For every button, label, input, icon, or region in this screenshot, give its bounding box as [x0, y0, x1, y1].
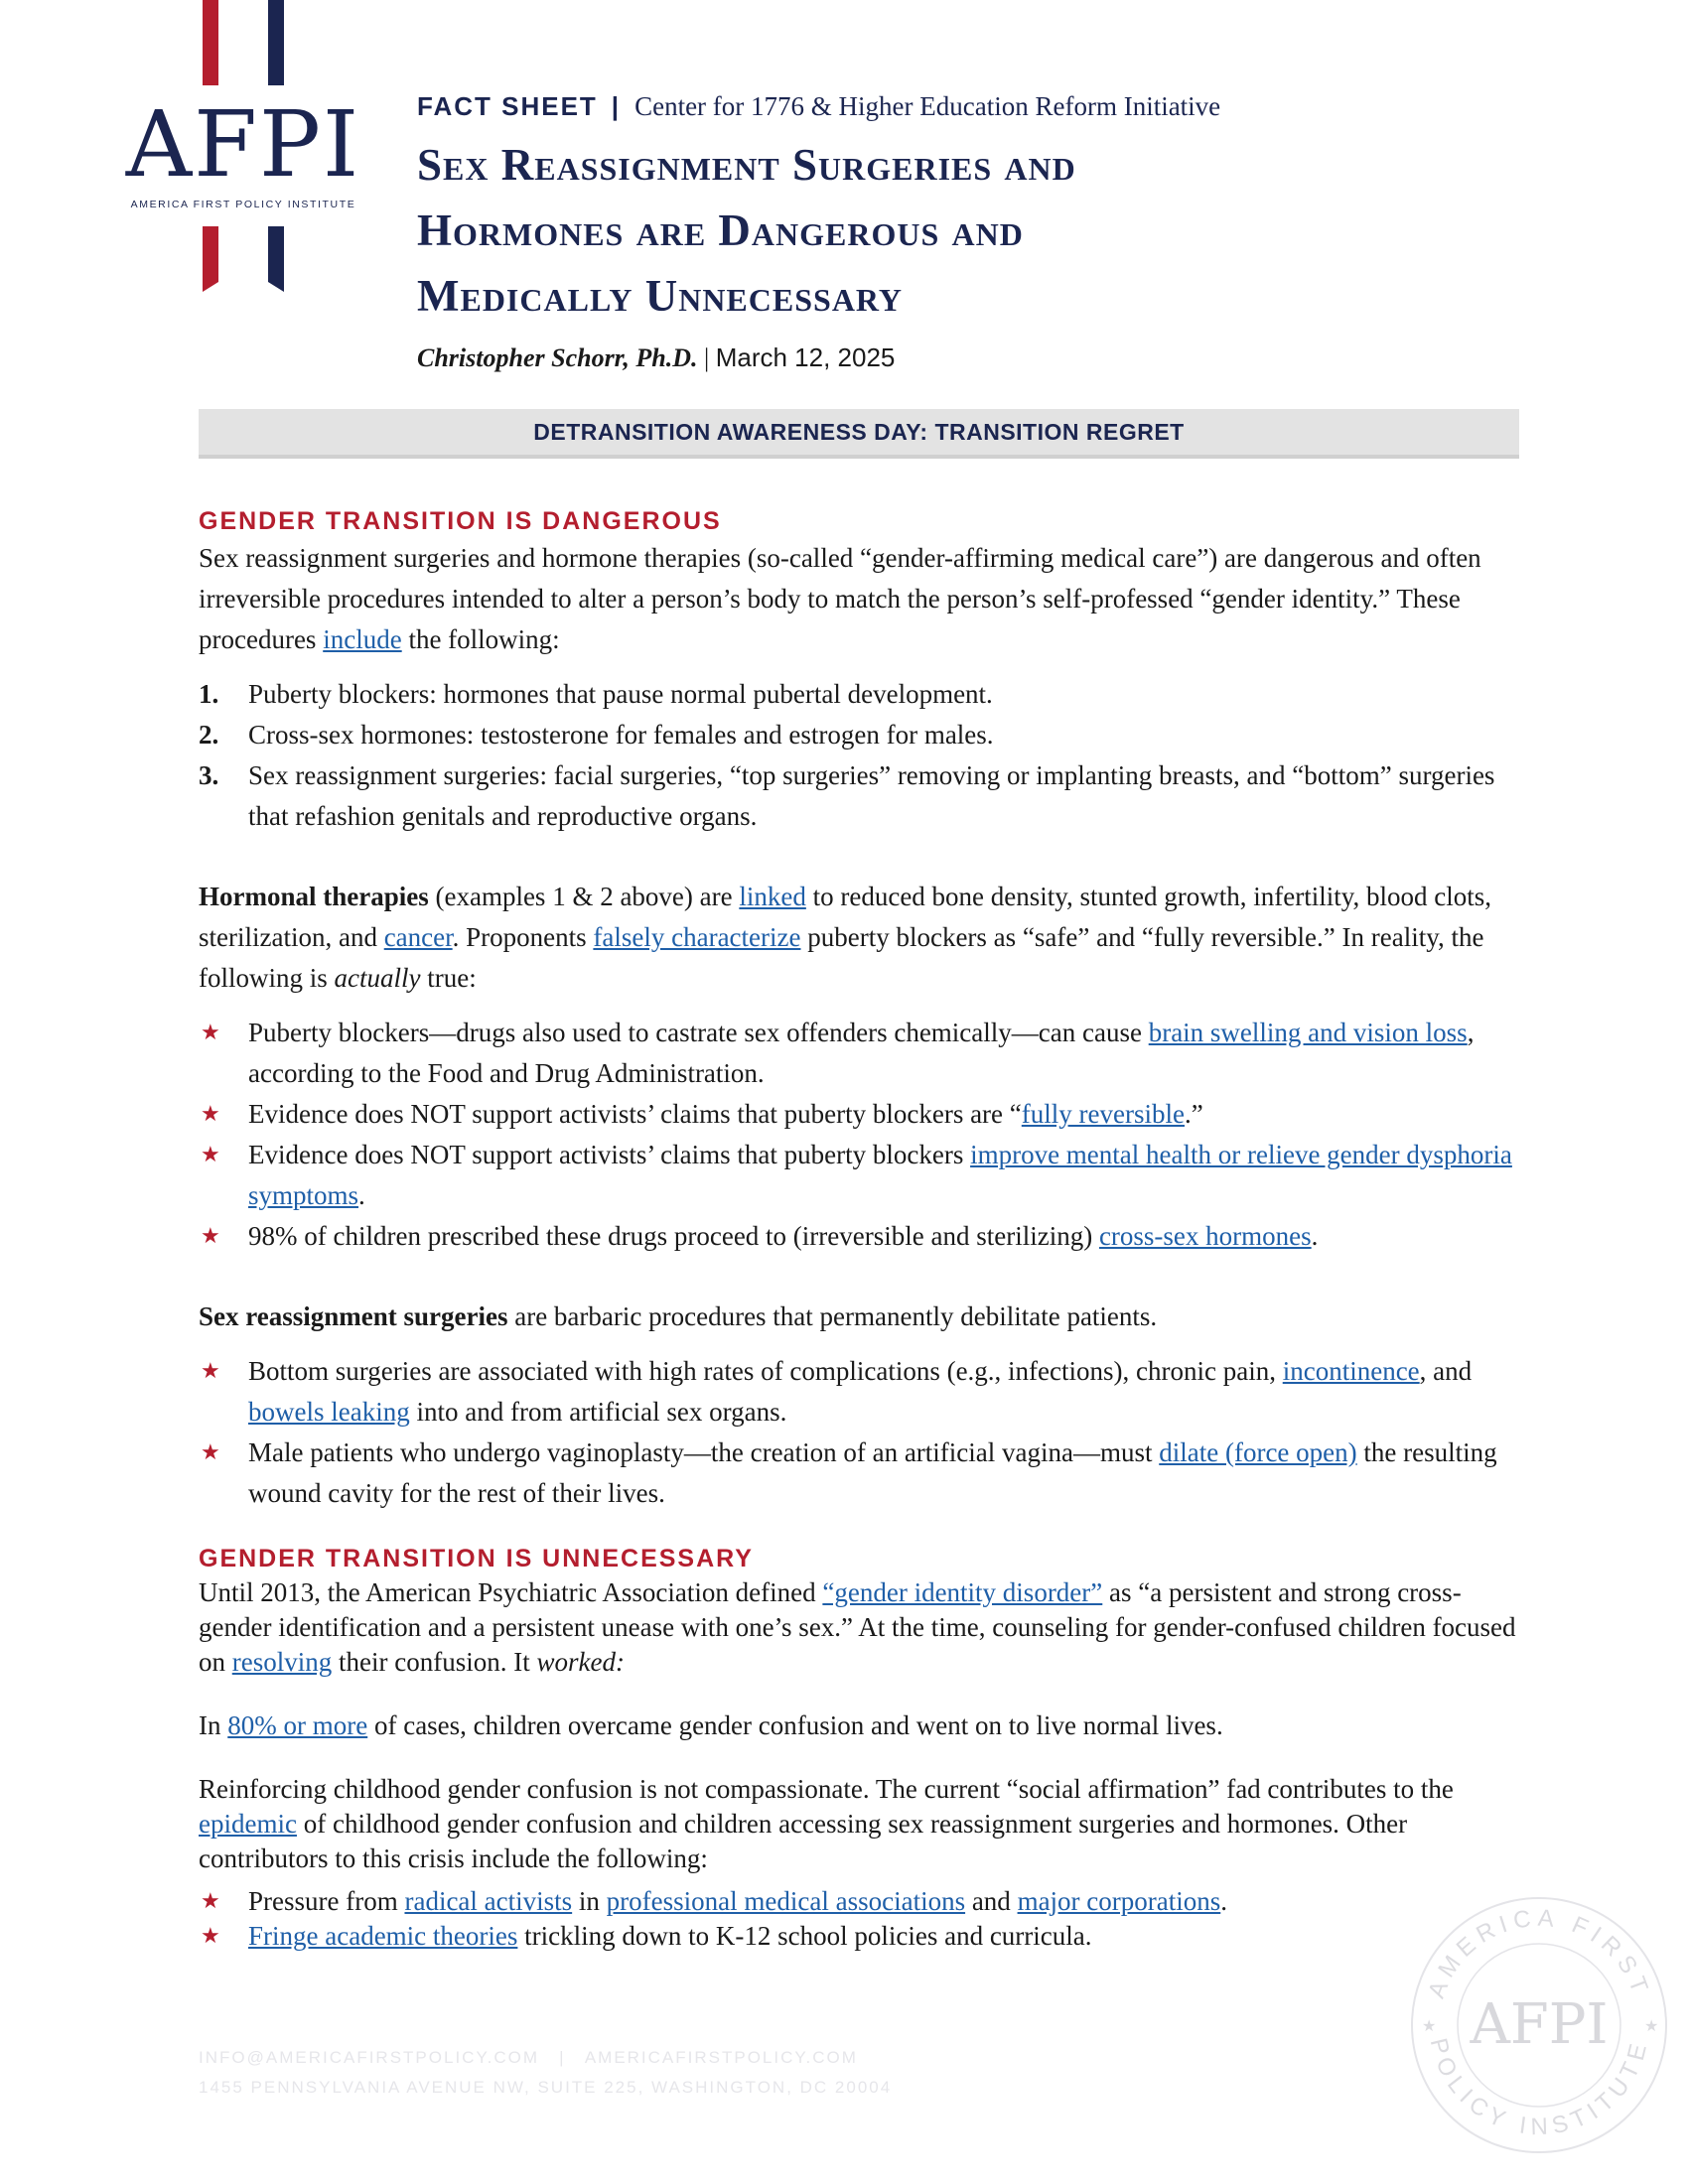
link-linked[interactable]: linked [739, 882, 806, 911]
header-kicker [417, 91, 1628, 122]
logo-subtitle: AMERICA FIRST POLICY INSTITUTE [130, 199, 356, 210]
fact-sheet-label: FACT SHEET [417, 91, 598, 121]
star-icon: ★ [201, 1359, 220, 1384]
intro-paragraph: Sex reassignment surgeries and hormone therapies (so-called “gender-affirming medical care”) are dangerous and often irreversible procedures intended to alter a person’s body to match the person’s self-professed “gender identity.” These procedures include the following: [199, 543, 1481, 654]
section-heading-unnecessary: GENDER TRANSITION IS UNNECESSARY [199, 1545, 754, 1572]
link-falsely-characterize[interactable]: falsely characterize [593, 922, 801, 952]
link-fringe-academic-theories[interactable]: Fringe academic theories [248, 1921, 518, 1951]
logo-wordmark: AFPI [125, 91, 361, 198]
publish-date: March 12, 2025 [715, 342, 896, 372]
afpi-logo [119, 0, 377, 298]
list-item: ★ Male patients who undergo vaginoplasty—the creation of an artificial vagina—must dilate (force open) the resulting wound cavity for the rest of their lives. [199, 1433, 1529, 1514]
apa-paragraph: Until 2013, the American Psychiatric Association defined “gender identity disorder” as “a persistent and strong cross-gender identification and a persistent unease with one’s sex.” At the time, counseling for gender-confused children focused on resolving their confusion. It worked: [199, 1577, 1516, 1677]
logo-bar-red-bottom [203, 226, 218, 292]
link-brain-swelling[interactable]: brain swelling and vision loss [1148, 1018, 1468, 1047]
svg-text:★: ★ [1644, 2016, 1659, 2035]
afpi-seal-watermark [1400, 1886, 1678, 2164]
kicker-separator: | [611, 91, 622, 121]
title-line-2: Hormones are Dangerous and [417, 205, 1024, 255]
list-item: ★ Bottom surgeries are associated with high rates of complications (e.g., infections), chronic pain, incontinence, and bowels leaking into and from artificial sex organs. [199, 1351, 1529, 1433]
surgery-facts-list [199, 1351, 1529, 1514]
svg-text:AMERICA FIRST: AMERICA FIRST [1423, 1904, 1655, 2002]
link-include[interactable]: include [323, 624, 402, 654]
byline [417, 342, 1628, 373]
link-resolving[interactable]: resolving [231, 1647, 333, 1677]
link-gender-identity-disorder[interactable]: “gender identity disorder” [822, 1577, 1103, 1607]
list-item: 3. Sex reassignment surgeries: facial surgeries, “top surgeries” removing or implanting breasts, and “bottom” surgeries that refashion genitals and reproductive organs. [199, 760, 1495, 831]
list-item: 2. Cross-sex hormones: testosterone for females and estrogen for males. [199, 720, 994, 750]
link-major-corporations[interactable]: major corporations [1017, 1886, 1221, 1916]
blocker-facts-list [199, 1013, 1529, 1257]
list-item: ★ 98% of children prescribed these drugs proceed to (irreversible and sterilizing) cross-sex hormones. [199, 1216, 1529, 1257]
star-icon: ★ [201, 1021, 220, 1045]
link-dilate[interactable]: dilate (force open) [1159, 1437, 1357, 1467]
star-icon: ★ [201, 1143, 220, 1167]
link-incontinence[interactable]: incontinence [1282, 1356, 1420, 1386]
section-heading-dangerous: GENDER TRANSITION IS DANGEROUS [199, 507, 722, 535]
list-item: ★ Evidence does NOT support activists’ claims that puberty blockers improve mental health or relieve gender dysphoria symptoms. [199, 1135, 1529, 1216]
author-name: Christopher Schorr, Ph.D. [417, 343, 698, 372]
title-line-1: Sex Reassignment Surgeries and [417, 140, 1076, 190]
link-epidemic[interactable]: epidemic [199, 1809, 297, 1839]
logo-bar-navy-top [268, 0, 284, 85]
byline-separator: | [703, 343, 710, 372]
affirmation-paragraph: Reinforcing childhood gender confusion is not compassionate. The current “social affirmation” fad contributes to the epidemic of childhood gender confusion and children accessing sex reassignment surgeries and hormones. Other contributors to this crisis include the following: [199, 1774, 1454, 1873]
contributors-list [199, 1884, 1529, 1954]
list-item: ★ Pressure from radical activists in professional medical associations and major corporations. [199, 1884, 1529, 1919]
footer-email: INFO@AMERICAFIRSTPOLICY.COM [199, 2048, 539, 2067]
logo-bar-navy-bottom [268, 226, 284, 292]
svg-text:POLICY INSTITUTE: POLICY INSTITUTE [1424, 2035, 1654, 2141]
surgeries-paragraph: Sex reassignment surgeries are barbaric procedures that permanently debilitate patients. [199, 1301, 1158, 1331]
list-item: ★ Fringe academic theories trickling down to K-12 school policies and curricula. [199, 1919, 1529, 1954]
list-item: 1. Puberty blockers: hormones that pause normal pubertal development. [199, 679, 993, 709]
link-bowels-leaking[interactable]: bowels leaking [248, 1397, 410, 1427]
hormonal-paragraph: Hormonal therapies (examples 1 & 2 above) are linked to reduced bone density, stunted growth, infertility, blood clots, sterilization, and cancer. Proponents falsely characterize puberty blockers as “safe” and “fully reversible.” In reality, the following is actually true: [199, 882, 1491, 993]
document-body [199, 504, 1529, 1954]
title-line-3: Medically Unnecessary [417, 271, 904, 321]
link-mental-health[interactable]: improve mental health or relieve gender dysphoria symptoms [248, 1140, 1512, 1210]
link-cross-sex-hormones[interactable]: cross-sex hormones [1098, 1221, 1312, 1251]
footer-website: AMERICAFIRSTPOLICY.COM [584, 2048, 858, 2067]
page-title [417, 132, 1628, 329]
link-cancer[interactable]: cancer [383, 922, 453, 952]
center-name: Center for 1776 & Higher Education Reform Initiative [634, 91, 1221, 121]
topic-banner: DETRANSITION AWARENESS DAY: TRANSITION REGRET [199, 409, 1519, 459]
procedures-list [199, 674, 1529, 837]
list-item: ★ Evidence does NOT support activists’ claims that puberty blockers are “fully reversible.” [199, 1094, 1529, 1135]
list-item: ★ Puberty blockers—drugs also used to castrate sex offenders chemically—can cause brain swelling and vision loss, according to the Food and Drug Administration. [199, 1013, 1529, 1094]
link-professional-medical-associations[interactable]: professional medical associations [606, 1886, 966, 1916]
star-icon: ★ [201, 1924, 220, 1949]
svg-text:★: ★ [1422, 2016, 1437, 2035]
star-icon: ★ [201, 1224, 220, 1249]
link-fully-reversible[interactable]: fully reversible [1021, 1099, 1185, 1129]
star-icon: ★ [201, 1102, 220, 1127]
footer-address: 1455 PENNSYLVANIA AVENUE NW, SUITE 225, WASHINGTON, DC 20004 [199, 2078, 893, 2097]
svg-text:AFPI: AFPI [1470, 1992, 1609, 2057]
footer-contact: INFO@AMERICAFIRSTPOLICY.COM | AMERICAFIRSTPOLICY.COM [199, 2048, 858, 2067]
star-icon: ★ [201, 1440, 220, 1465]
page-footer [199, 2043, 892, 2103]
logo-bar-red-top [203, 0, 218, 85]
header [417, 91, 1628, 373]
outcomes-paragraph: In 80% or more of cases, children overcame gender confusion and went on to live normal lives. [199, 1710, 1223, 1740]
link-80-percent[interactable]: 80% or more [227, 1710, 368, 1740]
link-radical-activists[interactable]: radical activists [404, 1886, 573, 1916]
star-icon: ★ [201, 1889, 220, 1914]
